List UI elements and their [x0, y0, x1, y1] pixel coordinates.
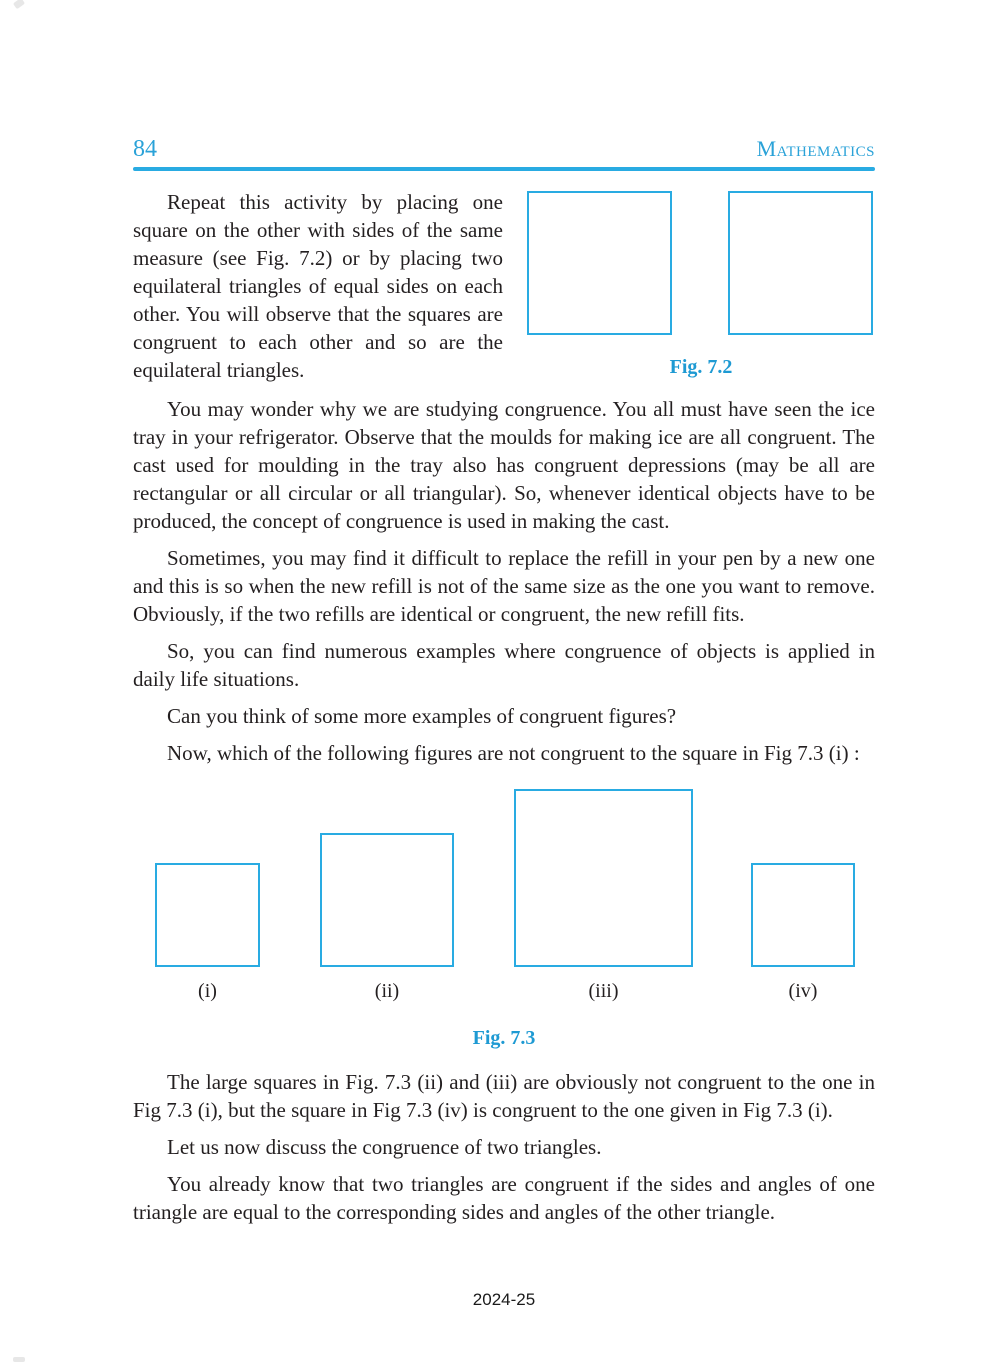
figure-7-3-item-ii [320, 833, 454, 1003]
paragraph-refill: Sometimes, you may find it difficult to replace the refill in your pen by a new one and this is so when the new refill is not of the same size as the one you want to remove. Obviously, if the two refills are identical or congruent, the new refill fits. [133, 546, 875, 626]
paragraph-more-examples-question: Can you think of some more examples of congruent figures? [167, 704, 677, 728]
header-rule [133, 167, 875, 171]
page-number: 84 [133, 136, 157, 162]
paragraph-numerous-examples: So, you can find numerous examples where congruence of objects is applied in daily life situations. [133, 639, 875, 691]
figure-7-3-caption: Fig. 7.3 [472, 1027, 536, 1049]
paragraph-discuss-triangles: Let us now discuss the congruence of two triangles. [167, 1135, 602, 1159]
figure-7-3-squares [133, 789, 875, 1003]
scan-artifact [13, 0, 25, 9]
scan-artifact [13, 1357, 25, 1362]
square-outline-iii [514, 789, 693, 967]
figure-7-2-squares [527, 191, 875, 335]
paragraph-large-squares: The large squares in Fig. 7.3 (ii) and (iii) are obviously not congruent to the one in Fig 7.3 (i), but the square in Fig 7.3 (iv) is congruent to the one given in Fig 7.3 (i). [133, 1070, 875, 1122]
square-outline-i [155, 863, 260, 967]
page-header [133, 136, 875, 163]
paragraph-ice-tray: You may wonder why we are studying congruence. You all must have seen the ice tray in your refrigerator. Observe that the moulds for making ice are all congruent. The cast used for moulding in the tray also has congruent depressions (may be all are rectangular or all circular or all triangular). So, whenever identical objects have to be produced, the concept of congruence is used in making the cast. [133, 397, 875, 533]
paragraph-with-figure [133, 188, 875, 384]
figure-7-2 [527, 188, 875, 384]
figure-7-2-caption: Fig. 7.2 [669, 356, 733, 378]
figure-7-3-item-iv [751, 863, 855, 1003]
square-outline-iv [751, 863, 855, 967]
paragraph-already-know: You already know that two triangles are congruent if the sides and angles of one triangle are equal to the corresponding sides and angles of the other triangle. [133, 1172, 875, 1224]
figure-label-iii: (iii) [588, 980, 619, 1002]
figure-7-3-item-iii [514, 789, 693, 1003]
square-outline-right [728, 191, 873, 335]
header-title: Mathematics [756, 136, 875, 161]
footer-edition: 2024-25 [472, 1290, 536, 1309]
paragraph-repeat-activity: Repeat this activity by placing one square on the other with sides of the same measure (see Fig. 7.2) or by placing two equilateral triangles of equal sides on each other. You will observe that the squares are congruent to each other and so are the equilateral triangles. [133, 190, 503, 382]
figure-label-ii: (ii) [374, 980, 400, 1002]
paragraph-which-not-congruent: Now, which of the following figures are not congruent to the square in Fig 7.3 (i) : [167, 741, 860, 765]
square-outline-left [527, 191, 672, 335]
figure-7-3-item-i [155, 863, 260, 1003]
square-outline-ii [320, 833, 454, 967]
figure-label-i: (i) [198, 980, 217, 1002]
figure-7-3 [133, 789, 875, 1052]
figure-label-iv: (iv) [788, 980, 818, 1002]
page-content [133, 188, 875, 1235]
